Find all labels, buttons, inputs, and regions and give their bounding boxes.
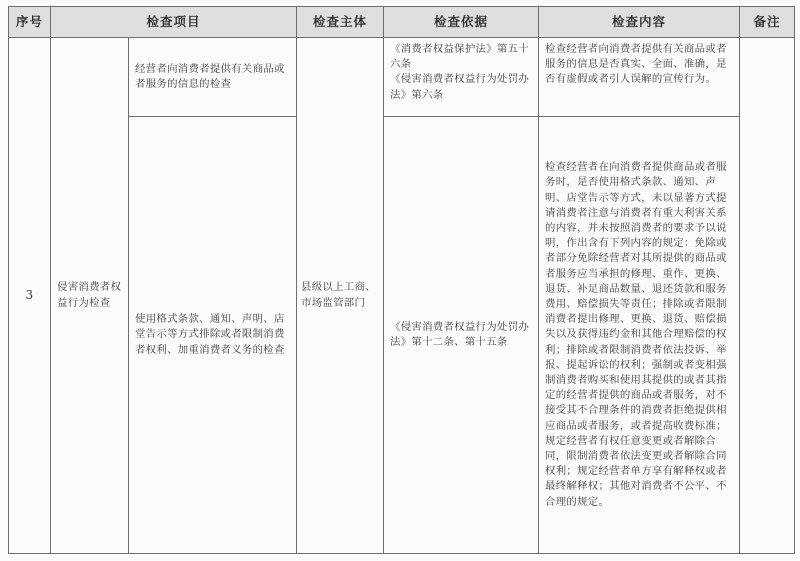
content-cell: 检查经营者在向消费者提供商品或者服务时，是否使用格式条款、通知、声明、店堂告示等方式，未以显著方式提请消费者注意与消费者有重大利害关系的内容，并未按照消费者的要求予以说明，作出含有下列内容的规定：免除或者部分免除经营者对其所提供的商品或者服务应当承担的修理、重作、更换、退货、补足商品数量、退还货款和服务费用、赔偿损失等责任；排除或者限制消费者提出修理、更换、退货、赔偿损失以及获得违约金和其他合理赔偿的权利；排除或者限制消费者依法投诉、举报、提起诉讼的权利；强制或者变相强制消费者购买和使用其提供的或者其指定的经营者提供的商品或者服务，对不接受其不合理条件的消费者拒绝提供相应商品或者服务，或者提高收费标准；规定经营者有权任意变更或者解除合同，限制消费者依法变更或者解除合同权利；规定经营者单方享有解释权或者最终解释权；其他对消费者不公平、不合理的规定。 xyxy=(539,117,740,554)
header-item: 检查项目 xyxy=(51,7,297,38)
header-basis: 检查依据 xyxy=(384,7,539,38)
basis-cell: 《侵害消费者权益行为处罚办法》第十二条、第十五条 xyxy=(384,117,539,554)
header-subject: 检查主体 xyxy=(297,7,384,38)
table-row xyxy=(9,38,795,117)
subject-cell: 县级以上工商、市场监管部门 xyxy=(297,38,384,554)
sub-item-cell: 使用格式条款、通知、声明、店堂告示等方式排除或者限制消费者权利、加重消费者义务的检查 xyxy=(129,117,297,554)
category-cell: 侵害消费者权益行为检查 xyxy=(51,38,129,554)
header-row xyxy=(9,7,795,38)
seq-cell: 3 xyxy=(9,38,51,554)
header-remark: 备注 xyxy=(740,7,795,38)
basis-cell: 《消费者权益保护法》第五十六条 《侵害消费者权益行为处罚办法》第六条 xyxy=(384,38,539,117)
remark-cell xyxy=(740,38,795,554)
header-seq: 序号 xyxy=(9,7,51,38)
sub-item-cell: 经营者向消费者提供有关商品或者服务的信息的检查 xyxy=(129,38,297,117)
inspection-table xyxy=(8,6,795,554)
header-content: 检查内容 xyxy=(539,7,740,38)
content-cell: 检查经营者向消费者提供有关商品或者服务的信息是否真实、全面、准确，是否有虚假或者引人误解的宣传行为。 xyxy=(539,38,740,117)
